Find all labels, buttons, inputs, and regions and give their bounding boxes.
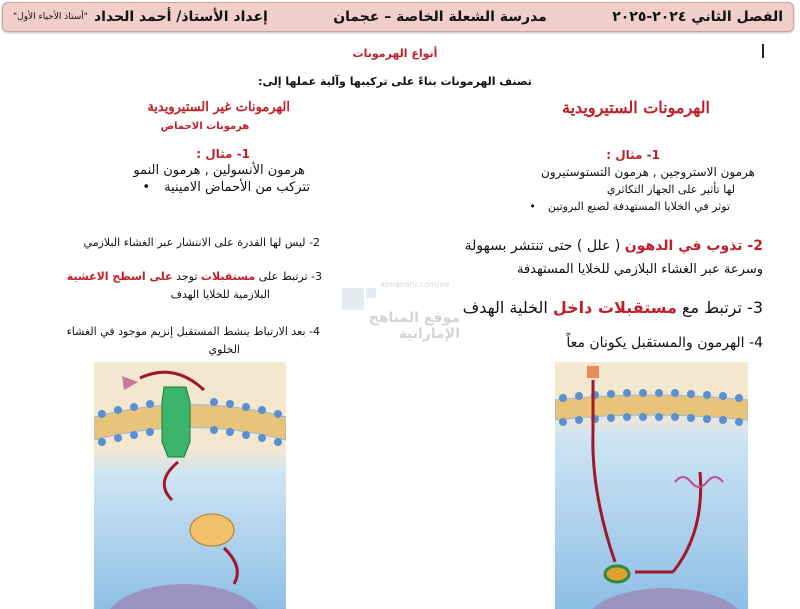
right-example-label: 1- مثال : xyxy=(606,148,660,162)
left-bullet-1: تتركب من الأحماض الامينية• xyxy=(142,180,310,195)
watermark-name: موقع المناهج الإماراتية xyxy=(368,310,460,342)
nonsteroid-cell-diagram xyxy=(94,362,286,609)
watermark xyxy=(340,280,460,340)
left-point-3: 3- ترتبط على مستقبلات توجد على اسطح الاغشية xyxy=(66,270,322,283)
intro-text: تصنف الهرمونات بناءً على تركيبها وآلية عملها إلى: xyxy=(258,75,532,88)
left-example-text: هرمون الأنسولين , هرمون النمو xyxy=(133,163,305,178)
steroid-hormone-icon xyxy=(587,366,599,378)
left-point-4-line2: الخلوي xyxy=(208,343,240,356)
header-term: الفصل الثاني ٢٠٢٤-٢٠٢٥ xyxy=(612,9,783,25)
header-teacher-note: "أستاذ الأحياء الأول" xyxy=(13,12,88,22)
steroid-cell-diagram xyxy=(555,362,748,609)
header-teacher xyxy=(13,9,268,25)
membrane-receptor-icon xyxy=(162,387,190,457)
right-point-2: 2- تذوب في الدهون ( علل ) حتى تنتشر بسهولة xyxy=(464,238,763,254)
left-heading: الهرمونات غير الستيرويدية xyxy=(147,100,290,115)
watermark-site: almanahj.com/ae xyxy=(380,280,450,289)
header-school: مدرسة الشعلة الخاصة – عجمان xyxy=(333,9,547,25)
hormone-receptor-complex-icon xyxy=(605,566,629,582)
activated-enzyme-icon xyxy=(190,514,234,546)
left-example-label: 1- مثال : xyxy=(196,147,250,161)
section-title: أنواع الهرمونات xyxy=(352,47,438,60)
header-teacher-name: إعداد الأستاذ/ أحمد الحداد xyxy=(93,9,268,25)
left-subheading: هرمونات الاحماض xyxy=(160,121,250,132)
right-heading: الهرمونات الستيرويدية xyxy=(561,98,710,117)
right-point-2-line2: وسرعة عبر الغشاء البلازمي للخلايا المستهدفة xyxy=(516,262,763,277)
right-bullet-1: لها تأثير على الجهاز التكاثري xyxy=(606,183,735,196)
text-cursor xyxy=(762,44,764,58)
right-example-text: هرمون الاستروجين , هرمون التستوستيرون xyxy=(541,165,755,179)
right-point-3: 3- ترتبط مع مستقبلات داخل الخلية الهدف xyxy=(462,298,763,317)
right-point-4: 4- الهرمون والمستقبل يكونان معاً xyxy=(566,335,763,351)
extracellular-background xyxy=(94,362,286,609)
left-point-4: 4- بعد الارتباط ينشط المستقبل إنزيم موجود في الغشاء xyxy=(66,325,320,338)
right-bullet-2: توثر في الخلايا المستهدفة لصنع البروتين• xyxy=(529,200,730,213)
left-point-2: 2- ليس لها القدرة على الانتشار عبر الغشاء البلازمي xyxy=(83,236,320,249)
header-bar xyxy=(2,2,794,32)
left-point-3-line2: البلازمية للخلايا الهدف xyxy=(170,288,270,301)
